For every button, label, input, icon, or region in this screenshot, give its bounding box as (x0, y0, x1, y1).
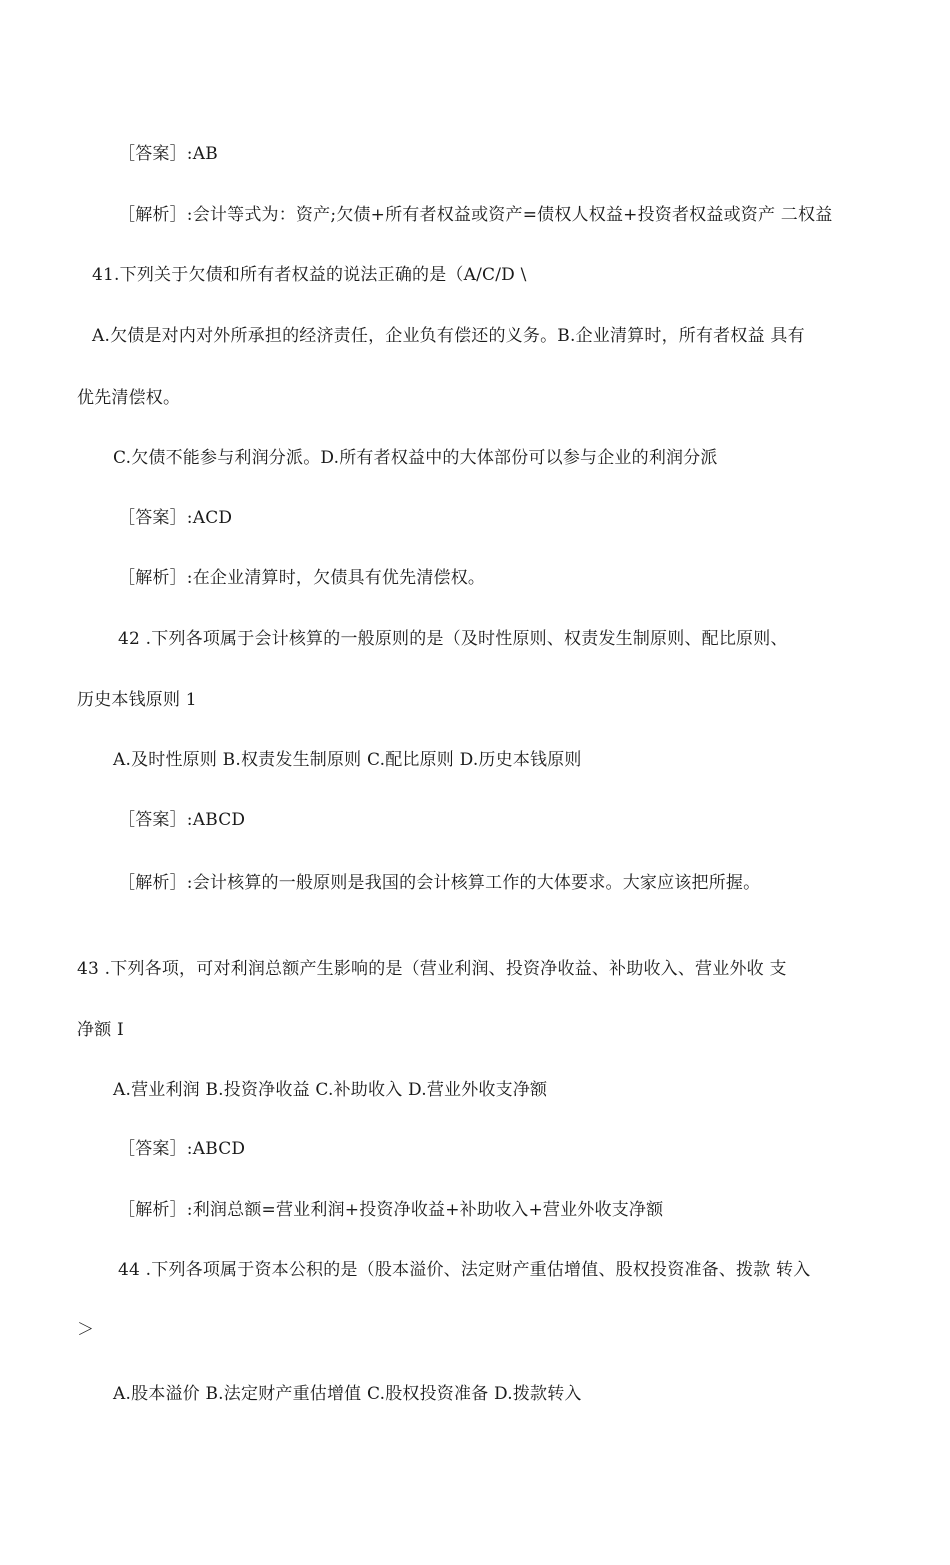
question-42: 42 .下列各项属于会计核算的一般原则的是（及时性原则、权责发生制原则、配比原则、 (118, 629, 788, 649)
question-41-options-ab: A.欠债是对内对外所承担的经济责任，企业负有偿还的义务。B.企业清算时，所有者权益 具有 (92, 326, 805, 346)
question-41-options-cd: C.欠债不能参与利润分派。D.所有者权益中的大体部份可以参与企业的利润分派 (113, 448, 718, 468)
question-41: 41.下列关于欠债和所有者权益的说法正确的是（A/C/D \ (92, 265, 527, 285)
question-43: 43 .下列各项，可对利润总额产生影响的是（营业利润、投资净收益、补助收入、营业外收 支 (77, 959, 787, 979)
question-44-options: A.股本溢价 B.法定财产重估增值 C.股权投资准备 D.拨款转入 (113, 1384, 582, 1404)
explanation-43: ［解析］:利润总额=营业利润+投资净收益+补助收入+营业外收支净额 (118, 1200, 664, 1220)
answer-42: ［答案］:ABCD (118, 810, 246, 830)
question-44: 44 .下列各项属于资本公积的是（股本溢价、法定财产重估增值、股权投资准备、拨款 转入 (118, 1260, 811, 1280)
answer-41: ［答案］:ACD (118, 508, 233, 528)
answer-label-40: ［答案］:AB (118, 144, 218, 164)
answer-43: ［答案］:ABCD (118, 1139, 246, 1159)
question-44-cont: ＞ (77, 1320, 95, 1340)
question-42-cont: 历史本钱原则 1 (77, 690, 197, 710)
question-41-options-ab-cont: 优先清偿权。 (77, 388, 181, 408)
explanation-41: ［解析］:在企业清算时，欠债具有优先清偿权。 (118, 568, 486, 588)
question-43-cont: 净额 I (77, 1020, 124, 1040)
question-43-options: A.营业利润 B.投资净收益 C.补助收入 D.营业外收支净额 (113, 1080, 548, 1100)
question-42-options: A.及时性原则 B.权责发生制原则 C.配比原则 D.历史本钱原则 (113, 750, 582, 770)
explanation-40: ［解析］:会计等式为：资产;欠债+所有者权益或资产=债权人权益+投资者权益或资产 二权益 (118, 205, 833, 225)
explanation-42: ［解析］:会计核算的一般原则是我国的会计核算工作的大体要求。大家应该把所握。 (118, 873, 761, 893)
